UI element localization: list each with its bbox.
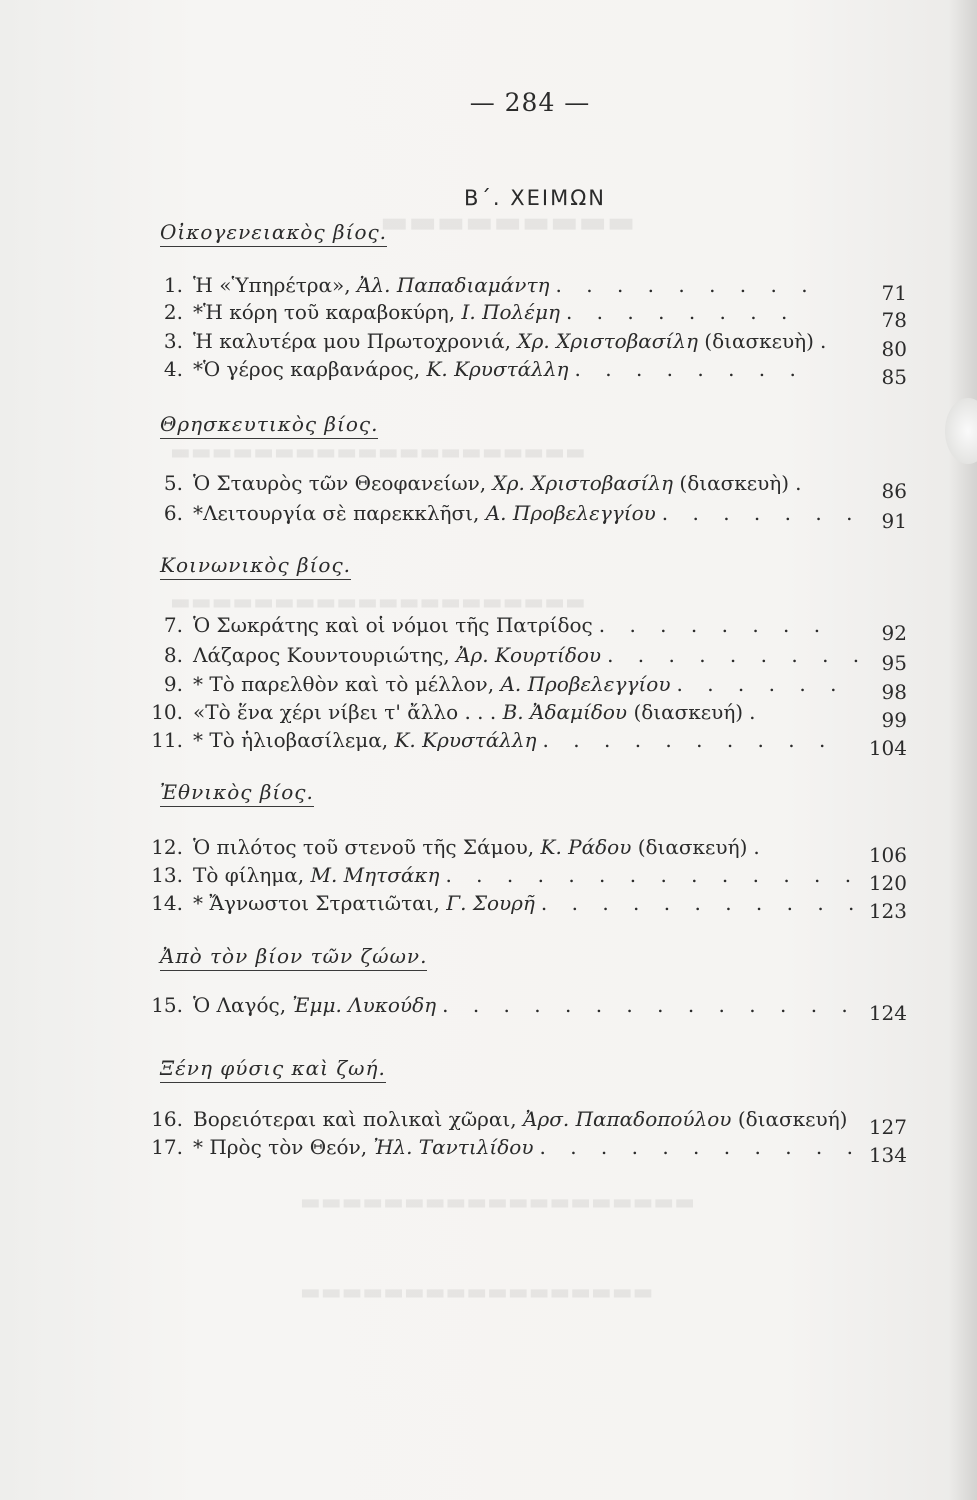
entry-number: 8. (163, 643, 183, 667)
entry-title: Ὁ Λαγός, (193, 993, 293, 1017)
entry-title: Ἡ «Ὑπηρέτρα», (193, 273, 357, 297)
entry-author: Ἀρ. Κουρτίδου (456, 643, 602, 667)
entry-number: 16. (151, 1107, 183, 1131)
toc-entry[interactable] (145, 725, 915, 760)
entry-page: 92 (881, 621, 907, 645)
toc-entry[interactable] (145, 468, 915, 503)
entry-title: Ὁ πιλότος τοῦ στενοῦ τῆς Σάμου, (193, 835, 541, 859)
entry-page: 124 (868, 1001, 907, 1025)
entry-number: 11. (151, 728, 183, 752)
entry-number: 6. (163, 501, 183, 525)
toc-entry[interactable] (145, 832, 915, 867)
page-edge-shadow (949, 0, 977, 1500)
leader-dots: . (753, 835, 769, 859)
part-title: Β΄. ΧΕΙΜΩΝ (464, 186, 606, 210)
entry-page: 104 (868, 736, 907, 760)
toc-entry[interactable] (145, 1104, 915, 1139)
entry-number: 17. (151, 1135, 183, 1159)
toc-entry[interactable] (145, 669, 915, 704)
toc-entry[interactable] (145, 354, 915, 389)
leader-dots: . . . . . . . . . . . . . . (442, 993, 857, 1017)
entry-title: Ἡ καλυτέρα μου Πρωτοχρονιά, (193, 329, 518, 353)
leader-dots: . . . . . . . . (574, 357, 805, 381)
entry-author: Ἠλ. Ταντιλίδου (373, 1135, 534, 1159)
entry-author: Μ. Μητσάκη (310, 863, 440, 887)
entry-author: Χρ. Χριστοβασίλη (517, 329, 698, 353)
entry-page: 86 (881, 479, 907, 503)
entry-note: (διασκευή) (631, 835, 748, 859)
entry-number: 15. (151, 993, 183, 1017)
entry-page: 80 (881, 337, 907, 361)
entry-page: 134 (868, 1143, 907, 1167)
entry-author: Ἀλ. Παπαδιαμάντη (356, 273, 550, 297)
entry-page: 99 (881, 708, 907, 732)
toc-entry[interactable] (145, 326, 915, 361)
toc-entry[interactable] (145, 860, 915, 895)
leader-dots: . . . . . . (676, 672, 846, 696)
entry-number: 13. (151, 863, 183, 887)
page-number: — 284 — (469, 88, 591, 117)
entry-number: 3. (163, 329, 183, 353)
toc-entry[interactable] (145, 1132, 915, 1167)
leader-dots: . . . . . . . . (565, 300, 797, 324)
entry-title: Λάζαρος Κουντουριώτης, (193, 643, 457, 667)
entry-number: 5. (163, 471, 183, 495)
entry-author: Κ. Ράδου (540, 835, 632, 859)
leader-dots: . (749, 700, 765, 724)
entry-page: 98 (881, 680, 907, 704)
leader-dots: . . . . . . . . . (555, 273, 817, 297)
entry-author: Χρ. Χριστοβασίλη (492, 471, 674, 495)
entry-author: Γ. Σουρῆ (446, 891, 535, 915)
toc-entry[interactable] (145, 888, 915, 923)
bleed-through: ▬▬▬▬▬▬▬▬▬▬▬▬▬▬▬▬▬ (300, 1280, 654, 1305)
entry-note: (διασκευή) (731, 1107, 848, 1131)
entry-number: 14. (151, 891, 183, 915)
entry-number: 7. (163, 613, 183, 637)
entry-title: Βορειότεραι καὶ πολικαὶ χῶραι, (193, 1107, 523, 1131)
toc-entry[interactable] (145, 270, 915, 305)
entry-author: Ι. Πολέμη (461, 300, 560, 324)
entry-number: 1. (163, 273, 183, 297)
entry-author: Β. Ἀδαμίδου (502, 700, 628, 724)
entry-title: Ὁ Σταυρὸς τῶν Θεοφανείων, (193, 471, 493, 495)
entry-page: 95 (881, 651, 907, 675)
entry-page: 127 (868, 1115, 907, 1139)
entry-title: «Τὸ ἕνα χέρι νίβει τ' ἄλλο . . . (193, 700, 503, 724)
entry-author: Κ. Κρυστάλλη (426, 357, 569, 381)
entry-author: Ἀρσ. Παπαδοπούλου (523, 1107, 732, 1131)
section-heading: Οἰκογενειακὸς βίος. (160, 220, 387, 247)
bleed-through: ▬▬▬▬▬▬▬▬▬▬▬▬▬▬▬▬▬▬▬ (300, 1190, 695, 1215)
leader-dots: . . . . . . . . (598, 613, 830, 637)
leader-dots: . (795, 471, 811, 495)
leader-dots: . . . . . . . . . . . . . . (445, 863, 861, 887)
entry-number: 10. (151, 700, 183, 724)
section-heading: Θρησκευτικὸς βίος. (160, 412, 378, 439)
entry-title: Τὸ φίλημα, (193, 863, 311, 887)
entry-page: 91 (881, 509, 907, 533)
entry-title: *Λειτουργία σὲ παρεκκλῆσι, (193, 501, 486, 525)
toc-entry[interactable] (145, 297, 915, 332)
entry-number: 12. (151, 835, 183, 859)
section-heading: Ἐθνικὸς βίος. (160, 780, 314, 807)
toc-entry[interactable] (145, 498, 915, 533)
entry-author: Α. Προβελεγγίου (500, 672, 671, 696)
toc-entry[interactable] (145, 610, 915, 645)
leader-dots: . (819, 329, 836, 353)
leader-dots: . . . . . . . . . (607, 643, 869, 667)
leader-dots: . . . . . . . . . . . (539, 1135, 862, 1159)
entry-page: 85 (881, 365, 907, 389)
entry-number: 4. (163, 357, 183, 381)
entry-title: * Τὸ παρελθὸν καὶ τὸ μέλλον, (193, 672, 501, 696)
entry-number: 9. (163, 672, 183, 696)
section-heading: Κοινωνικὸς βίος. (160, 553, 351, 580)
toc-entry[interactable] (145, 990, 915, 1025)
entry-note: (διασκευή) (627, 700, 744, 724)
entry-page: 71 (881, 281, 907, 305)
entry-note: (διασκευὴ) (697, 329, 814, 353)
entry-title: * Ἄγνωστοι Στρατιῶται, (193, 891, 447, 915)
entry-title: *Ὁ γέρος καρβανάρος, (193, 357, 427, 381)
entry-author: Α. Προβελεγγίου (485, 501, 656, 525)
entry-page: 123 (868, 899, 907, 923)
entry-title: *Ἡ κόρη τοῦ καραβοκύρη, (193, 300, 462, 324)
bleed-through: ▬▬▬▬▬▬▬▬▬ (380, 205, 636, 240)
entry-title: * Πρὸς τὸν Θεόν, (193, 1135, 374, 1159)
leader-dots: . . . . . . . . . . . (540, 891, 864, 915)
entry-page: 106 (868, 843, 907, 867)
entry-title: * Τὸ ἡλιοβασίλεμα, (193, 728, 395, 752)
section-heading: Ξένη φύσις καὶ ζωή. (160, 1056, 386, 1083)
entry-note: (διασκευὴ) (673, 471, 790, 495)
toc-entry[interactable] (145, 697, 915, 732)
entry-title: Ὁ Σωκράτης καὶ οἱ νόμοι τῆς Πατρίδος (193, 613, 593, 637)
entry-author: Ἐμμ. Λυκούδη (292, 993, 437, 1017)
bleed-through: ▬▬▬▬▬▬▬▬▬▬▬▬▬▬▬▬▬▬▬▬ (170, 590, 586, 615)
entry-page: 78 (881, 308, 907, 332)
toc-entry[interactable] (145, 640, 915, 675)
leader-dots: . . . . . . . (661, 501, 862, 525)
bleed-through: ▬▬▬▬▬▬▬▬▬▬▬▬▬▬▬▬▬▬▬▬ (170, 440, 586, 465)
entry-page: 120 (868, 871, 907, 895)
entry-number: 2. (163, 300, 183, 324)
entry-author: Κ. Κρυστάλλη (394, 728, 537, 752)
leader-dots: . . . . . . . . . . (542, 728, 835, 752)
section-heading: Ἀπὸ τὸν βίον τῶν ζώων. (160, 944, 427, 971)
